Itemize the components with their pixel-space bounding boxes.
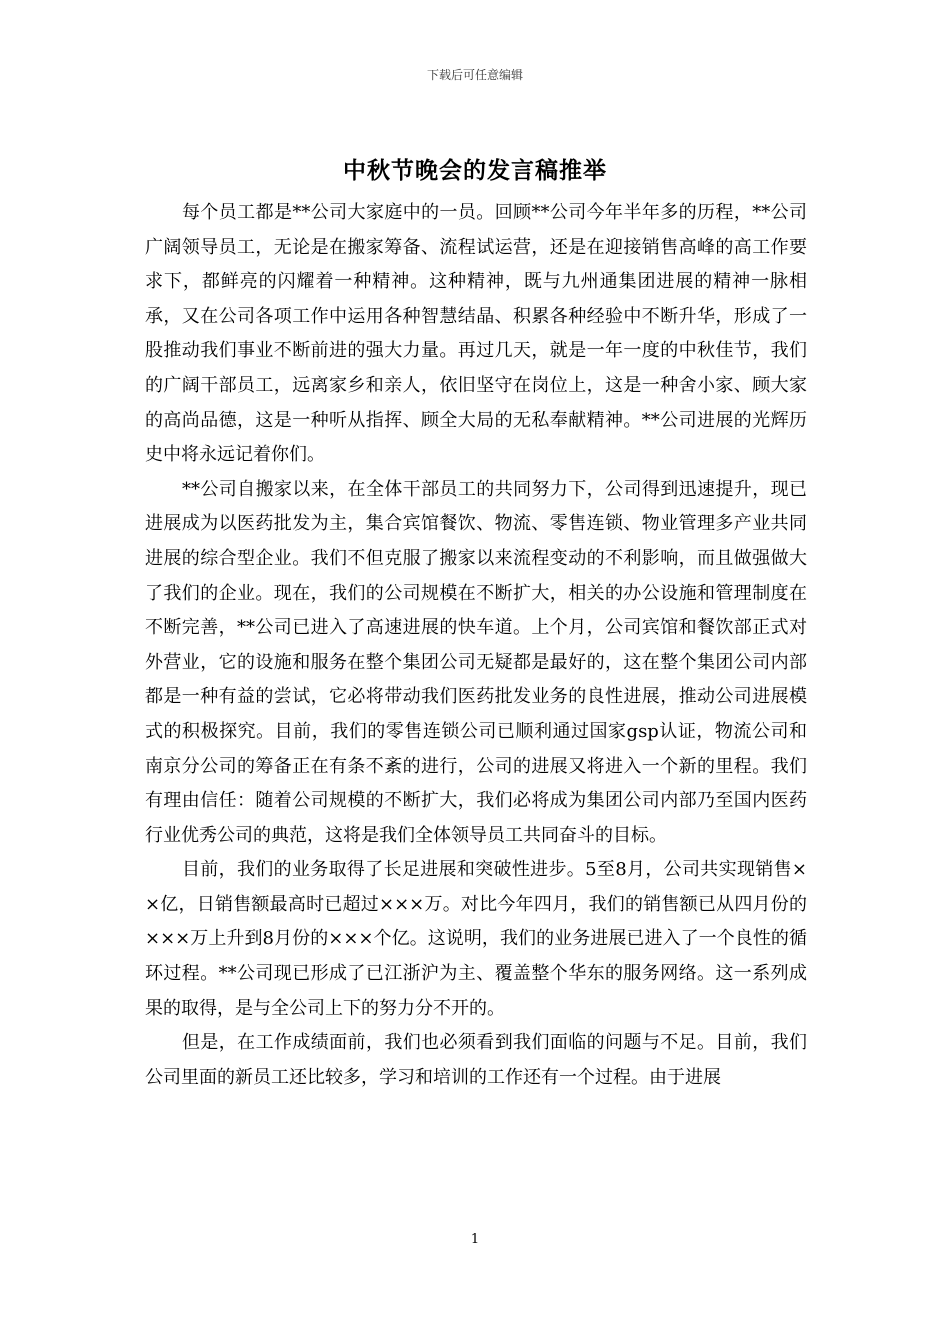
paragraph-1: 每个员工都是**公司大家庭中的一员。回顾**公司今年半年多的历程，**公司广阔领导员工，无论是在搬家筹备、流程试运营，还是在迎接销售高峰的高工作要求下，都鲜亮的闪耀着一种精神。这种精神，既与九州通集团进展的精神一脉相承，又在公司各项工作中运用各种智慧结晶、积累各种经验中不断升华，形成了一股推动我们事业不断前进的强大力量。再过几天，就是一年一度的中秋佳节，我们的广阔干部员工，远离家乡和亲人，依旧坚守在岗位上，这是一种舍小家、顾大家的高尚品德，这是一种听从指挥、顾全大局的无私奉献精神。**公司进展的光辉历史中将永远记着你们。	[145, 202, 807, 466]
page-header-note: 下载后可任意编辑	[426, 68, 523, 82]
paragraph-4: 但是，在工作成绩面前，我们也必须看到我们面临的问题与不足。目前，我们公司里面的新员工还比较多，学习和培训的工作还有一个过程。由于进展	[145, 1032, 807, 1088]
document-body	[145, 196, 807, 1095]
paragraph-3: 目前，我们的业务取得了长足进展和突破性进步。5至8月，公司共实现销售××亿，日销售额最高时已超过×××万。对比今年四月，我们的销售额已从四月份的×××万上升到8月份的×××个亿。这说明，我们的业务进展已进入了一个良性的循环过程。**公司现已形成了已江浙沪为主、覆盖整个华东的服务网络。这一系列成果的取得，是与全公司上下的努力分不开的。	[145, 859, 807, 1019]
document-title: 中秋节晚会的发言稿推举	[343, 157, 607, 184]
paragraph-2: **公司自搬家以来，在全体干部员工的共同努力下，公司得到迅速提升，现已进展成为以医药批发为主，集合宾馆餐饮、物流、零售连锁、物业管理多产业共同进展的综合型企业。我们不但克服了搬家以来流程变动的不利影响，而且做强做大了我们的企业。现在，我们的公司规模在不断扩大，相关的办公设施和管理制度在不断完善，**公司已进入了高速进展的快车道。上个月，公司宾馆和餐饮部正式对外营业，它的设施和服务在整个集团公司无疑都是最好的，这在整个集团公司内部都是一种有益的尝试，它必将带动我们医药批发业务的良性进展，推动公司进展模式的积极探究。目前，我们的零售连锁公司已顺利通过国家gsp认证，物流公司和南京分公司的筹备正在有条不紊的进行，公司的进展又将进入一个新的里程。我们有理由信任：随着公司规模的不断扩大，我们必将成为集团公司内部乃至国内医药行业优秀公司的典范，这将是我们全体领导员工共同奋斗的目标。	[145, 478, 807, 846]
page-number: 1	[470, 1232, 480, 1247]
